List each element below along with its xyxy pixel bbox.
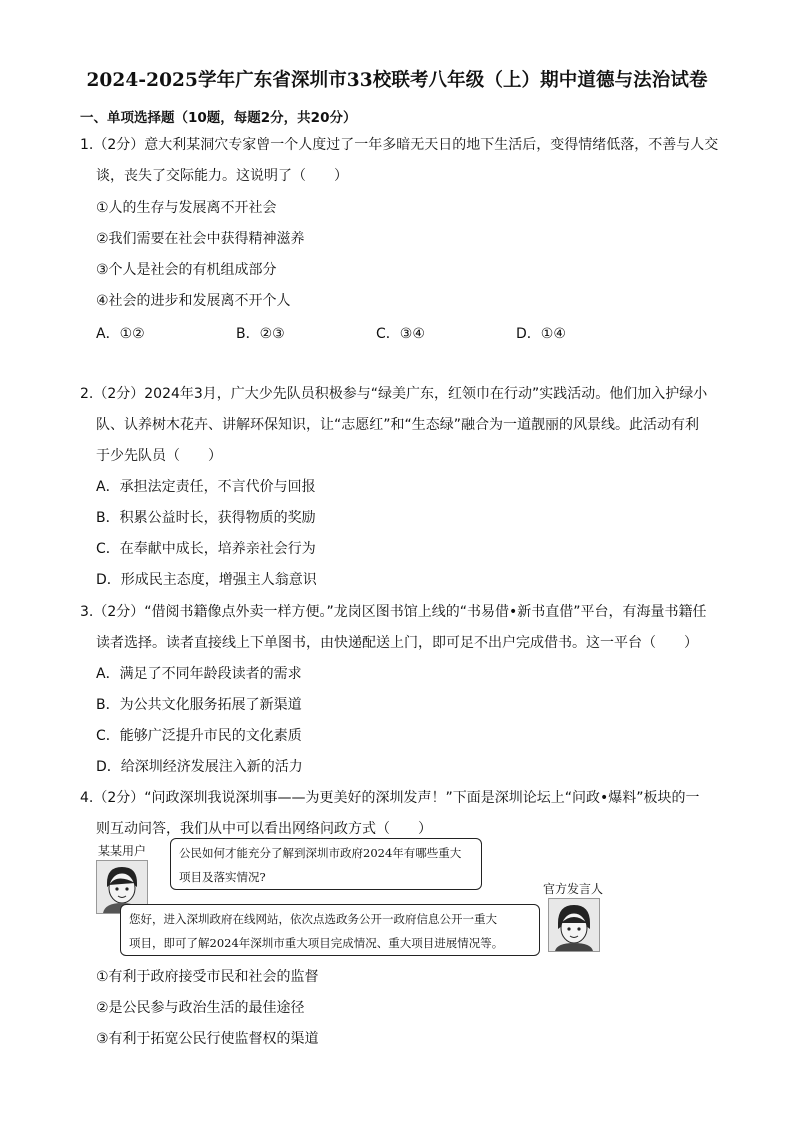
question-3-choice-b[interactable]: B．为公共文化服务拓展了新渠道 xyxy=(96,697,302,713)
question-3-line-1: 3.（2分）“借阅书籍像点外卖一样方便。”龙岗区图书馆上线的“书易借•新书直借”平台，有海量书籍任 xyxy=(80,604,707,620)
question-1-statement-4: ④社会的进步和发展离不开个人 xyxy=(96,293,291,309)
user-speech-bubble: 公民如何才能充分了解到深圳市政府2024年有哪些重大 项目及落实情况? xyxy=(170,838,482,890)
question-3-choice-d[interactable]: D．给深圳经济发展注入新的活力 xyxy=(96,759,303,775)
question-2-line-1: 2.（2分）2024年3月，广大少先队员积极参与“绿美广东，红领巾在行动”实践活动。他们加入护绿小 xyxy=(80,386,708,402)
question-4-statement-3: ③有利于拓宽公民行使监督权的渠道 xyxy=(96,1031,319,1047)
exam-title: 2024-2025学年广东省深圳市33校联考八年级（上）期中道德与法治试卷 xyxy=(86,70,708,91)
user-label: 某某用户 xyxy=(98,844,147,858)
official-avatar xyxy=(548,898,600,952)
section-heading: 一、单项选择题（10题，每题2分，共20分） xyxy=(80,110,357,126)
choice-d[interactable]: D．①④ xyxy=(516,326,566,342)
question-4-line-1: 4.（2分）“问政深圳我说深圳事——为更美好的深圳发声！”下面是深圳论坛上“问政•爆料”板块的一 xyxy=(80,790,700,806)
question-1-statement-1: ①人的生存与发展离不开社会 xyxy=(96,200,277,216)
question-3-line-2: 读者选择。读者直接线上下单图书，由快递配送上门，即可足不出户完成借书。这一平台（ ） xyxy=(96,635,698,651)
question-3-choice-c[interactable]: C．能够广泛提升市民的文化素质 xyxy=(96,728,302,744)
question-4-line-2: 则互动问答，我们从中可以看出网络问政方式（ ） xyxy=(96,821,432,837)
official-speech-bubble: 您好，进入深圳政府在线网站，依次点选政务公开一政府信息公开一重大 项目，即可了解2024年深圳市重大项目完成情况、重大项目进展情况等。 xyxy=(120,904,540,956)
question-1-line-1: 1.（2分）意大利某洞穴专家曾一个人度过了一年多暗无天日的地下生活后，变得情绪低落，不善与人交 xyxy=(80,137,719,153)
choice-b[interactable]: B．②③ xyxy=(236,326,285,342)
choice-a[interactable]: A．①② xyxy=(96,326,145,342)
question-2-choice-c[interactable]: C．在奉献中成长，培养亲社会行为 xyxy=(96,541,316,557)
choice-c[interactable]: C．③④ xyxy=(376,326,425,342)
question-2-choice-a[interactable]: A．承担法定责任，不言代价与回报 xyxy=(96,479,316,495)
question-2-line-2: 队、认养树木花卉、讲解环保知识，让“志愿红”和“生态绿”融合为一道靓丽的风景线。此活动有利 xyxy=(96,417,700,433)
question-3-choice-a[interactable]: A．满足了不同年龄段读者的需求 xyxy=(96,666,302,682)
question-1-statement-2: ②我们需要在社会中获得精神滋养 xyxy=(96,231,305,247)
official-label: 官方发言人 xyxy=(543,882,604,896)
question-1-choices xyxy=(96,323,656,343)
question-4-statement-1: ①有利于政府接受市民和社会的监督 xyxy=(96,969,319,985)
question-2-line-3: 于少先队员（ ） xyxy=(96,448,222,464)
question-1-statement-3: ③个人是社会的有机组成部分 xyxy=(96,262,277,278)
question-1-line-2: 谈，丧失了交际能力。这说明了（ ） xyxy=(96,168,348,184)
question-2-choice-b[interactable]: B．积累公益时长，获得物质的奖励 xyxy=(96,510,316,526)
person-icon xyxy=(549,899,599,951)
question-2-choice-d[interactable]: D．形成民主态度，增强主人翁意识 xyxy=(96,572,317,588)
question-4-statement-2: ②是公民参与政治生活的最佳途径 xyxy=(96,1000,305,1016)
